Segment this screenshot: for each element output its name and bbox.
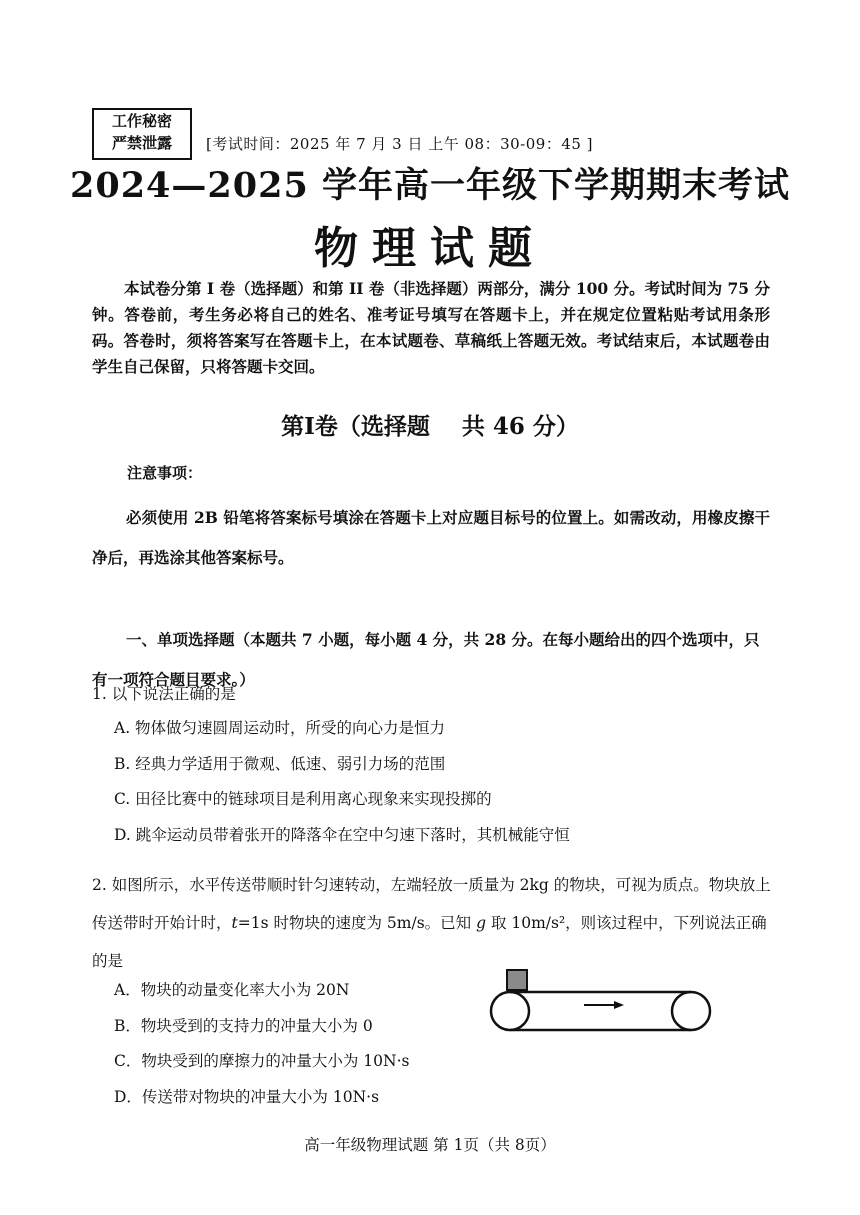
right-pulley-icon [672,992,710,1030]
page-footer: 高一年级物理试题 第 1页（共 8页） [304,1136,556,1154]
secret-line-1: 工作秘密 [111,112,172,130]
intro-paragraph: 本试卷分第 I 卷（选择题）和第 II 卷（非选择题）两部分，满分 100 分。考试时间为 75 分钟。答卷前，考生务必将自己的姓名、准考证号填写在答题卡上，并在规定位置粘贴考试用条形码。答卷时，须将答案写在答题卡上，在本试题卷、草稿纸上答题无效。考试结束后，本试题卷由学生自己保留，只将答题卡交回。 [92,279,770,376]
q1-option-a: A. 物体做匀速圆周运动时，所受的向心力是恒力 [114,719,446,737]
notice-heading: 注意事项： [127,464,203,482]
question-1-stem: 1. 以下说法正确的是 [92,685,236,703]
q1-option-d: D. 跳伞运动员带着张开的降落伞在空中匀速下落时，其机械能守恒 [114,825,570,844]
q1-option-c: C. 田径比赛中的链球项目是利用离心现象来实现投掷的 [114,790,492,808]
q2-stem-part1: 2. 如图所示，水平传送带顺时针匀速转动，左端轻放一质量为 2kg 的物块，可视为质点。物块放上传送带时开始计时， [92,876,771,932]
section1-heading: 一、单项选择题（本题共 7 小题，每小题 4 分，共 28 分。在每小题给出的四个选项中，只有一项符合题目要求。） [92,630,760,689]
q2-option-a: A．物块的动量变化率大小为 20N [114,981,350,999]
q1-option-b: B. 经典力学适用于微观、低速、弱引力场的范围 [114,754,446,773]
q2-stem-part2: =1s 时物块的速度为 5m/s。已知 [237,914,477,932]
part1-title: 第Ⅰ卷（选择题 共 46 分） [281,413,579,440]
subject-title: 物理试题 [314,223,546,274]
direction-arrow-icon [584,1001,624,1009]
confidential-stamp [92,108,192,160]
question-2-options [114,978,409,1120]
block-icon [507,970,527,990]
exam-time: [考试时间：2025 年 7 月 3 日 上午 08：30-09：45 ] [206,135,594,153]
left-pulley-icon [491,992,529,1030]
question-2-stem [92,866,782,980]
notice-body: 必须使用 2B 铅笔将答案标号填涂在答题卡上对应题目标号的位置上。如需改动，用橡皮擦干净后，再选涂其他答案标号。 [92,508,770,567]
q2-g-symbol: g [476,914,487,932]
q2-option-b: B．物块受到的支持力的冲量大小为 0 [114,1016,373,1035]
q2-stem-part3: 取 10m/s²，则该过程中，下列说法正确的是 [92,914,767,970]
question-1-options [114,716,570,858]
q2-t-symbol: t [231,914,238,932]
q2-option-c: C．物块受到的摩擦力的冲量大小为 10N·s [114,1052,410,1070]
q2-option-d: D．传送带对物块的冲量大小为 10N·s [114,1087,380,1106]
exam-title: 2024—2025 学年高一年级下学期期末考试 [69,165,790,206]
secret-line-2: 严禁泄露 [111,134,172,152]
conveyor-belt-figure [488,968,718,1038]
